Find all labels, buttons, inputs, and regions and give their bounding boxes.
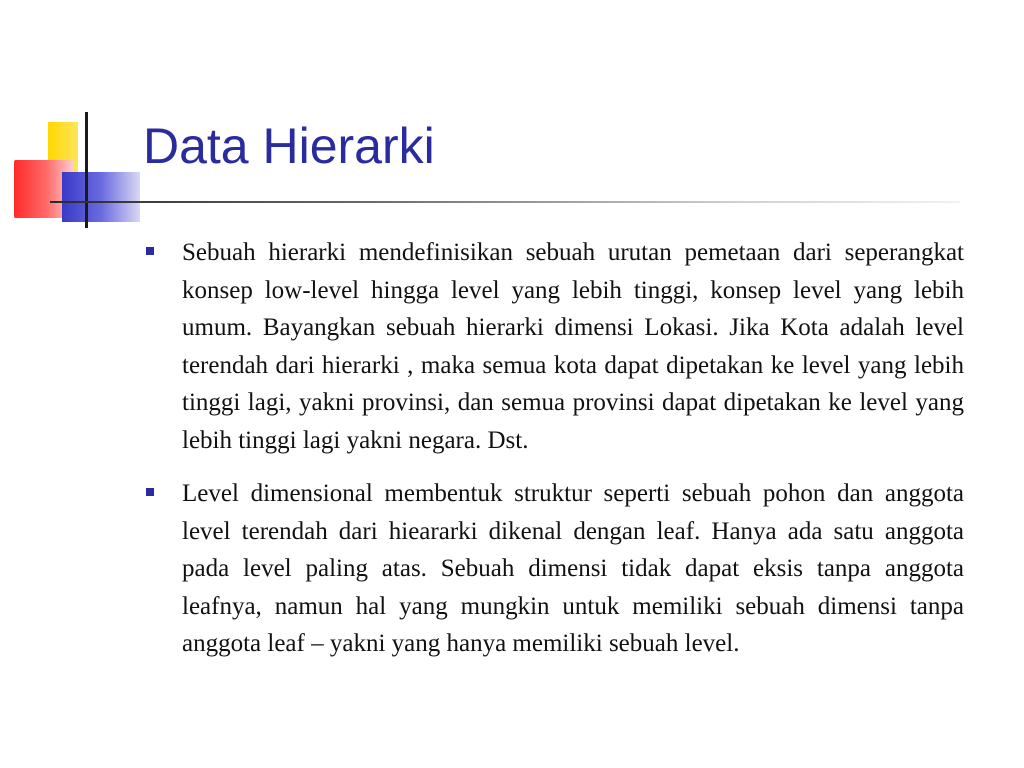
vertical-rule-decoration [85,112,88,228]
bullet-item [140,475,964,663]
square-bullet-icon [146,488,154,496]
slide-title: Data Hierarki [143,118,435,174]
bullet-text: Level dimensional membentuk struktur seperti sebuah pohon dan anggota level terendah dari hieararki dikenal dengan leaf. Hanya ada satu anggota pada level paling atas. Sebuah dimensi tidak dapat eksis tanpa anggota leafnya, namun hal yang mungkin untuk memiliki sebuah dimensi tanpa anggota leaf – yakni yang hanya memiliki sebuah level. [182,480,964,657]
bullet-list [140,234,964,679]
square-bullet-icon [146,247,154,255]
title-underline-rule [50,201,960,203]
bullet-text: Sebuah hierarki mendefinisikan sebuah urutan pemetaan dari seperangkat konsep low-level hingga level yang lebih tinggi, konsep level yang lebih umum. Bayangkan sebuah hierarki dimensi Lokasi. Jika Kota adalah level terendah dari hierarki , maka semua kota dapat dipetakan ke level yang lebih tinggi lagi, yakni provinsi, dan semua provinsi dapat dipetakan ke level yang lebih tinggi lagi yakni negara. Dst. [182,239,964,454]
blue-square-decoration [62,172,140,222]
bullet-item [140,234,964,459]
corner-ornament [0,0,150,240]
